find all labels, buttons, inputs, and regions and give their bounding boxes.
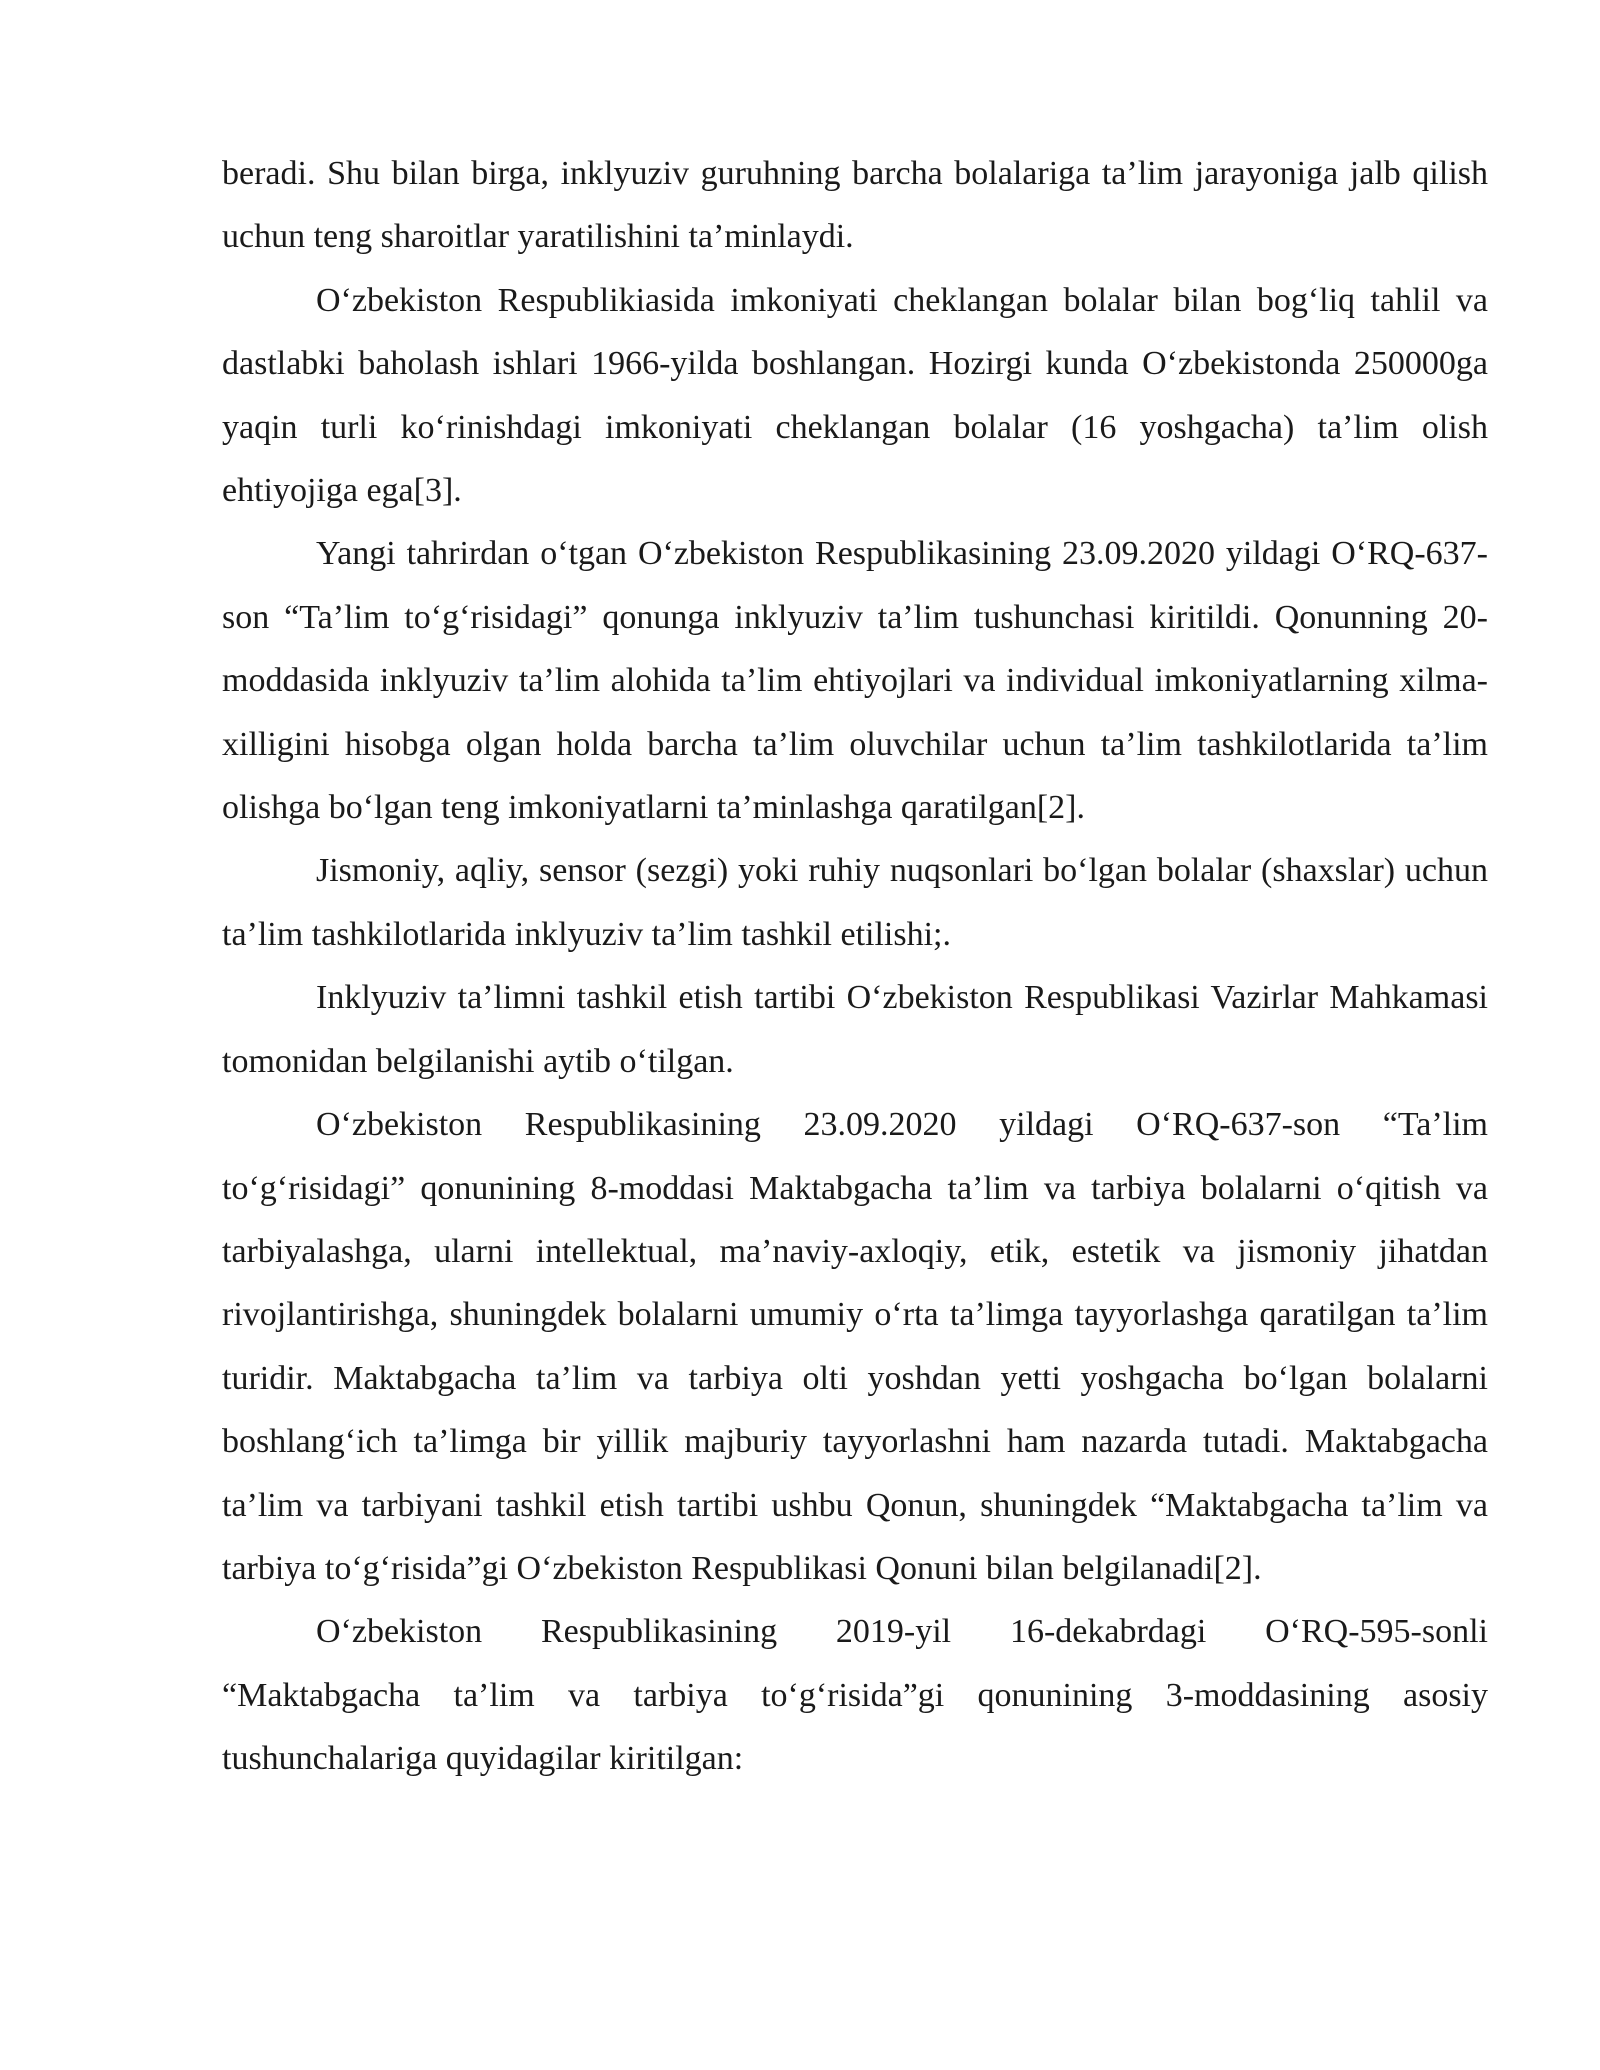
document-body bbox=[222, 142, 1488, 1791]
paragraph-education-law-inclusive: Yangi tahrirdan o‘tgan O‘zbekiston Respublikasining 23.09.2020 yildagi O‘RQ-637-son “Ta’lim to‘g‘risidagi” qonunga inklyuziv ta’lim tushunchasi kiritildi. Qonunning 20-moddasida inklyuziv ta’lim alohida ta’lim ehtiyojlari va individual imkoniyatlarning xilma-xilligini hisobga olgan holda barcha ta’lim oluvchilar uchun ta’lim tashkilotlarida ta’lim olishga bo‘lgan teng imkoniyatlarni ta’minlashga qaratilgan[2]. bbox=[222, 535, 1488, 827]
paragraph-disabilities-list: Jismoniy, aqliy, sensor (sezgi) yoki ruhiy nuqsonlari bo‘lgan bolalar (shaxslar) uchun ta’lim tashkilotlarida inklyuziv ta’lim tashkil etilishi;. bbox=[222, 852, 1488, 953]
paragraph-preschool-article-8: O‘zbekiston Respublikasining 23.09.2020 yildagi O‘RQ-637-son “Ta’lim to‘g‘risidagi” qonunining 8-moddasi Maktabgacha ta’lim va tarbiya bolalarni o‘qitish va tarbiyalashga, ularni intellektual, ma’naviy-axloqiy, etik, estetik va jismoniy jihatdan rivojlantirishga, shuningdek bolalarni umumiy o‘rta ta’limga tayyorlashga qaratilgan ta’lim turidir. Maktabgacha ta’lim va tarbiya olti yoshdan yetti yoshgacha bo‘lgan bolalarni boshlang‘ich ta’limga bir yillik majburiy tayyorlashni ham nazarda tutadi. Maktabgacha ta’lim va tarbiyani tashkil etish tartibi ushbu Qonun, shuningdek “Maktabgacha ta’lim va tarbiya to‘g‘risida”gi O‘zbekiston Respublikasi Qonuni bilan belgilanadi[2]. bbox=[222, 1106, 1488, 1587]
paragraph-preschool-law-article-3: O‘zbekiston Respublikasining 2019-yil 16-dekabrdagi O‘RQ-595-sonli “Maktabgacha ta’lim va tarbiya to‘g‘risida”gi qonunining 3-moddasining asosiy tushunchalariga quyidagilar kiritilgan: bbox=[222, 1613, 1488, 1778]
paragraph-continuation: beradi. Shu bilan birga, inklyuziv guruhning barcha bolalariga ta’lim jarayoniga jalb qilish uchun teng sharoitlar yaratilishini ta’minlaydi. bbox=[222, 155, 1488, 256]
paragraph-disabled-children-stats: O‘zbekiston Respublikiasida imkoniyati cheklangan bolalar bilan bog‘liq tahlil va dastlabki baholash ishlari 1966-yilda boshlangan. Hozirgi kunda O‘zbekistonda 250000ga yaqin turli ko‘rinishdagi imkoniyati cheklangan bolalar (16 yoshgacha) ta’lim olish ehtiyojiga ega[3]. bbox=[222, 281, 1488, 510]
paragraph-cabinet-procedure: Inklyuziv ta’limni tashkil etish tartibi O‘zbekiston Respublikasi Vazirlar Mahkamasi tomonidan belgilanishi aytib o‘tilgan. bbox=[222, 979, 1488, 1080]
